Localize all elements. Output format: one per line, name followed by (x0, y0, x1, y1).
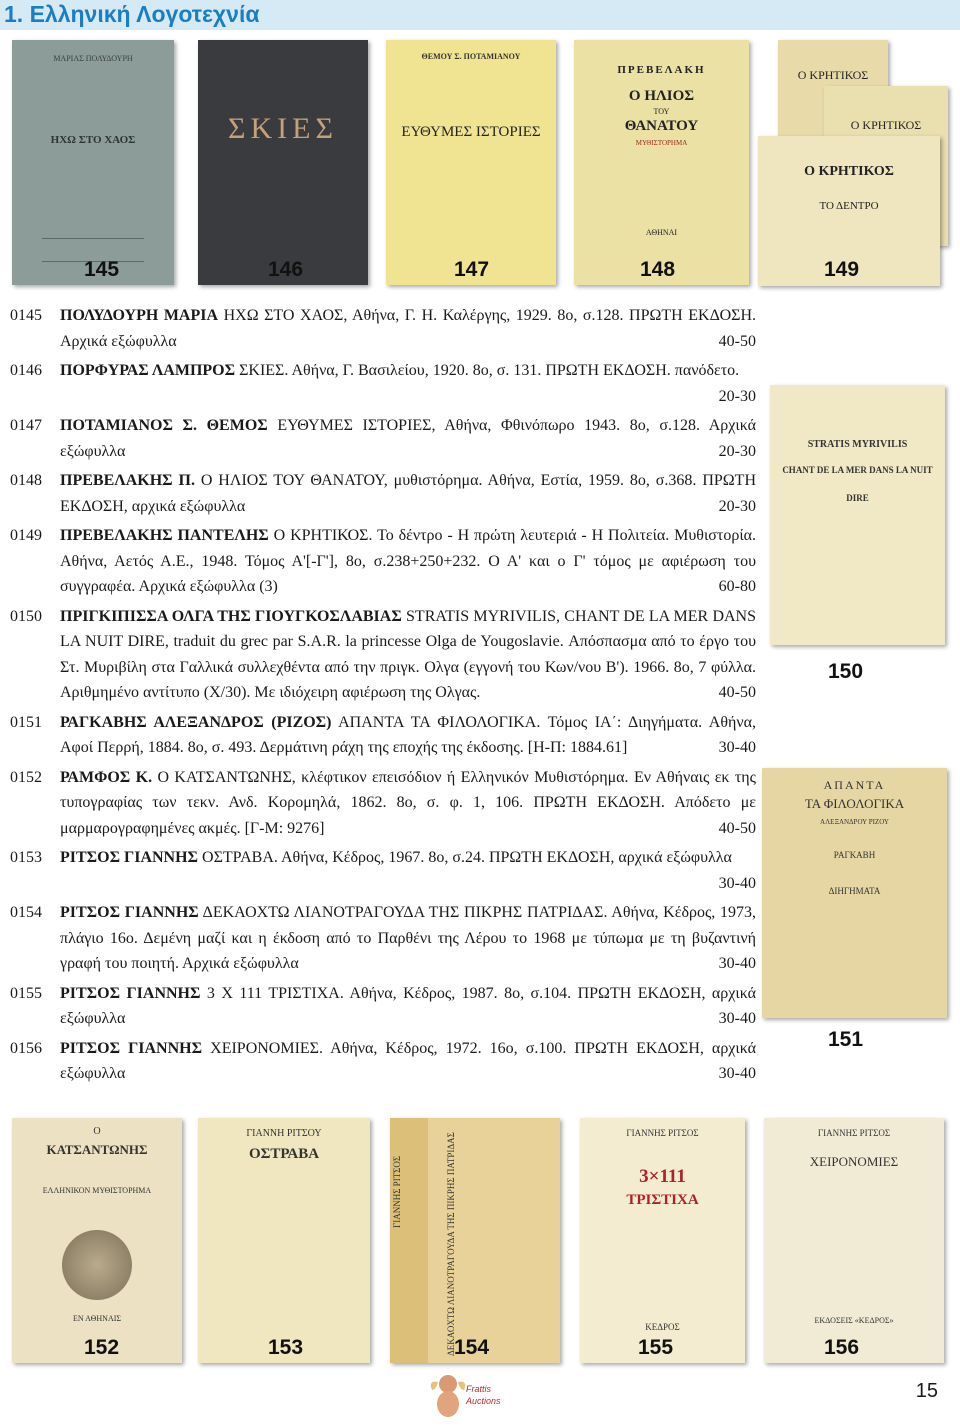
cover-151 (762, 768, 947, 1018)
lot-number-149: 149 (824, 258, 860, 281)
cover-146 (198, 40, 368, 285)
entry-author: ΡΑΓΚΑΒΗΣ ΑΛΕΞΑΝΔΡΟΣ (ΡΙΖΟΣ) (60, 713, 332, 731)
lot-entry (10, 358, 756, 409)
frattis-logo (428, 1372, 518, 1422)
entry-author: ΠΟΡΦΥΡΑΣ ΛΑΜΠΡΟΣ (60, 362, 236, 379)
lot-entry (10, 523, 756, 600)
lot-entry (10, 845, 756, 896)
lot-number-146: 146 (268, 258, 304, 281)
cover-title-line2: ΤΟΥ (653, 107, 670, 116)
entry-author: ΡΙΤΣΟΣ ΓΙΑΝΝΗΣ (60, 849, 199, 866)
ornament-icon (62, 1230, 132, 1300)
cover-line1: STRATIS MYRIVILIS (807, 439, 908, 450)
entry-price: 20-30 (718, 387, 756, 405)
lot-number-152: 152 (84, 1336, 120, 1359)
cover-title: ΧΕΙΡΟΝΟΜΙΕΣ (809, 1154, 899, 1169)
entry-author: ΡΙΤΣΟΣ ΓΙΑΝΝΗΣ (60, 1039, 203, 1057)
lot-number-148: 148 (640, 258, 676, 281)
entry-price: 30-40 (718, 1065, 756, 1082)
cover-publisher: ΚΕΔΡΟΣ (645, 1322, 680, 1332)
cover-148 (574, 40, 749, 285)
lot-id: 0152 (10, 768, 42, 786)
cover-line2: CHANT DE LA MER DANS LA NUIT (782, 465, 933, 475)
entry-author: ΡΙΤΣΟΣ ΓΙΑΝΝΗΣ (60, 904, 199, 921)
lot-entry (10, 413, 756, 464)
entry-author: ΡΑΜΦΟΣ Κ. (60, 768, 153, 786)
cover-title: ΔΕΚΑΟΧΤΩ ΛΙΑΝΟΤΡΑΓΟΥΔΑ ΤΗΣ ΠΙΚΡΗΣ ΠΑΤΡΙΔΑΣ (446, 1132, 456, 1356)
entry-text: Ο ΗΛΙΟΣ ΤΟΥ ΘΑΝΑΤΟΥ, μυθιστόρημα. Αθήνα, Εστία, 1959. 8ο, σ.368. ΠΡΩΤΗ ΕΚΔΟΣΗ, αρχικά εξώφυλλα (60, 472, 756, 515)
lot-id: 0151 (10, 713, 42, 731)
page-title: 1. Ελληνική Λογοτεχνία (4, 1, 260, 27)
lot-id: 0148 (10, 472, 42, 489)
cover-author: ΜΑΡΙΑΣ ΠΟΛΥΔΟΥΡΗ (53, 54, 133, 63)
lot-number-153: 153 (268, 1336, 304, 1359)
cover-147 (386, 40, 556, 285)
cover-155 (580, 1118, 745, 1363)
lot-entry (10, 1036, 756, 1087)
cover-author: ΓΙΑΝΝΗΣ ΡΙΤΣΟΣ (817, 1128, 891, 1138)
lot-id: 0154 (10, 904, 42, 921)
cover-place: ΕΝ ΑΘΗΝΑΙΣ (72, 1314, 122, 1323)
entry-text: ΕΥΘΥΜΕΣ ΙΣΤΟΡΙΕΣ, Αθήνα, Φθινόπωρο 1943. 8ο, σ.128. Αρχικά εξώφυλλα (60, 417, 756, 460)
cover-author: ΘΕΜΟΥ Σ. ΠΟΤΑΜΙΑΝΟΥ (421, 52, 521, 61)
cover-150 (770, 385, 945, 645)
entry-text: ΣΚΙΕΣ. Αθήνα, Γ. Βασιλείου, 1920. 8ο, σ. 131. ΠΡΩΤΗ ΕΚΔΟΣΗ. πανόδετο. (235, 362, 740, 379)
lot-entry (10, 765, 756, 842)
cover-line1: ΑΠΑΝΤΑ (823, 778, 886, 792)
lot-entry (10, 303, 756, 354)
lot-id: 0147 (10, 417, 42, 434)
lot-number-145: 145 (84, 258, 120, 281)
entry-text: ΔΕΚΑΟΧΤΩ ΛΙΑΝΟΤΡΑΓΟΥΔΑ ΤΗΣ ΠΙΚΡΗΣ ΠΑΤΡΙΔΑΣ. Αθήνα, Κέδρος, 1973, πλάγιο 16ο. Δεμένη μαζί και η έκδοση από το Παρθένι της Λέρου το 1968 με τύπωμα με τη βυζαντινή γραφή του ποιητή. Αρχικά εξώφυλλα (60, 904, 757, 972)
entry-price: 30-40 (718, 955, 756, 972)
cover-152 (12, 1118, 182, 1363)
cover-153 (198, 1118, 370, 1363)
page-number: 15 (915, 1380, 938, 1402)
lot-number-154: 154 (454, 1336, 490, 1359)
cover-line2: ΚΑΤΣΑΝΤΩΝΗΣ (46, 1142, 148, 1157)
cover-spine-text: ΓΙΑΝΝΗΣ ΡΙΤΣΟΣ (392, 1155, 402, 1228)
lot-entry (10, 468, 756, 519)
entry-author: ΠΡΙΓΚΙΠΙΣΣΑ ΟΛΓΑ ΤΗΣ ΓΙΟΥΓΚΟΣΛΑΒΙΑΣ (60, 607, 402, 625)
entry-price: 20-30 (718, 497, 756, 515)
lot-number-155: 155 (638, 1336, 674, 1359)
lot-id: 0155 (10, 984, 42, 1002)
entry-text: ΑΠΑΝΤΑ ΤΑ ΦΙΛΟΛΟΓΙΚΑ. Τόμος ΙΑ΄: Διηγήματα. Αθήνα, Αφοί Περρή, 1884. 8ο, σ. 493. Δερμάτινη ράχη της εποχής της έκδοσης. [Η-Π: 1884.61] (60, 713, 757, 756)
lot-id: 0156 (10, 1039, 42, 1057)
lot-entry (10, 604, 756, 706)
cherub-icon (428, 1372, 468, 1420)
entry-price: 40-50 (718, 819, 756, 837)
lot-number-156: 156 (824, 1336, 860, 1359)
cover-line4: ΡΑΓΚΑΒΗ (833, 850, 876, 860)
cover-145 (12, 40, 174, 285)
entry-text: ΟΣΤΡΑΒΑ. Αθήνα, Κέδρος, 1967. 8ο, σ.24. ΠΡΩΤΗ ΕΚΔΟΣΗ, αρχικά εξώφυλλα (198, 849, 732, 866)
lot-id: 0146 (10, 362, 42, 379)
lot-id: 0145 (10, 307, 42, 324)
lot-id: 0150 (10, 607, 42, 625)
entry-price: 20-30 (718, 442, 756, 460)
cover-title: 3×111 (639, 1166, 686, 1187)
lot-number-150: 150 (828, 660, 864, 683)
cover-line2: ΤΑ ΦΙΛΟΛΟΓΙΚΑ (804, 796, 905, 811)
cover-154 (390, 1118, 560, 1363)
lot-entry (10, 710, 756, 761)
cover-author: ΓΙΑΝΝΗ ΡΙΤΣΟΥ (246, 1128, 322, 1139)
entry-text: Ο ΚΡΗΤΙΚΟΣ. Το δέντρο - Η πρώτη λευτεριά - Η Πολιτεία. Μυθιστορία. Αθήνα, Αετός Α.Ε., 1948. Τόμος Α'[-Γ'], 8ο, σ.238+250+232. Ο Α' και ο Γ' τόμος με αφιέρωση του συγγραφέα. Αρχικά εξώφυλλα (3) (60, 527, 757, 595)
cover-title: ΟΣΤΡΑΒΑ (248, 1146, 320, 1162)
entry-author: ΠΟΤΑΜΙΑΝΟΣ Σ. ΘΕΜΟΣ (60, 417, 268, 434)
lot-id: 0153 (10, 849, 42, 866)
lot-entry (10, 981, 756, 1032)
logo-line1: Frattis (466, 1384, 492, 1394)
entry-text: 3 Χ 111 ΤΡΙΣΤΙΧΑ. Αθήνα, Κέδρος, 1987. 8ο, σ.104. ΠΡΩΤΗ ΕΚΔΟΣΗ, αρχικά εξώφυλλα (60, 984, 756, 1027)
entry-text: ΗΧΩ ΣΤΟ ΧΑΟΣ, Αθήνα, Γ. Η. Καλέργης, 1929. 8ο, σ.128. ΠΡΩΤΗ ΕΚΔΟΣΗ. Αρχικά εξώφυλλα (60, 307, 757, 350)
cover-author: ΠΡΕΒΕΛΑΚΗ (617, 64, 706, 76)
logo-line2: Auctions (466, 1396, 501, 1406)
lot-id: 0149 (10, 527, 42, 544)
cover-title-line3: ΘΑΝΑΤΟΥ (624, 118, 699, 134)
entry-author: ΠΡΕΒΕΛΑΚΗΣ ΠΑΝΤΕΛΗΣ (60, 527, 269, 544)
cover-line3: ΕΛΛΗΝΙΚΟΝ ΜΥΘΙΣΤΟΡΗΜΑ (42, 1186, 152, 1195)
cover-line5: ΔΙΗΓΗΜΑΤΑ (828, 886, 881, 896)
entry-author: ΠΟΛΥΔΟΥΡΗ ΜΑΡΙΑ (60, 307, 219, 324)
cover-line3: ΑΛΕΞΑΝΔΡΟΥ ΡΙΖΟΥ (820, 818, 889, 826)
cover-line3: DIRE (846, 493, 869, 503)
entry-price: 60-80 (718, 578, 756, 595)
entry-author: ΠΡΕΒΕΛΑΚΗΣ Π. (60, 472, 195, 489)
entry-price: 30-40 (718, 874, 756, 892)
cover-title: Ο ΚΡΗΤΙΚΟΣ (850, 118, 922, 132)
cover-subtitle: ΤΟ ΔΕΝΤΡΟ (819, 200, 879, 212)
entry-text: Ο ΚΑΤΣΑΝΤΩΝΗΣ, κλέφτικον επεισόδιον ή Ελληνικόν Μυθιστόρημα. Εν Αθήναις εκ της τυπογραφίας των τεκν. Ανδ. Κορομηλά, 1862. 8ο, σ. φ. 1, 106. ΠΡΩΤΗ ΕΚΔΟΣΗ. Απόδετο με μαρμαρογραφημένες ακμές. [Γ-Μ: 9276] (60, 768, 756, 837)
entry-price: 40-50 (718, 684, 756, 701)
entry-text: ΧΕΙΡΟΝΟΜΙΕΣ. Αθήνα, Κέδρος, 1972. 16ο, σ.100. ΠΡΩΤΗ ΕΚΔΟΣΗ, αρχικά εξώφυλλα (60, 1039, 757, 1082)
cover-156 (764, 1118, 944, 1363)
cover-title-line1: Ο ΗΛΙΟΣ (628, 88, 695, 104)
lot-number-147: 147 (454, 258, 490, 281)
lot-number-151: 151 (828, 1028, 864, 1051)
cover-title: Ο ΚΡΗΤΙΚΟΣ (797, 68, 869, 82)
lot-entry (10, 900, 756, 977)
entry-text: STRATIS MYRIVILIS, CHANT DE LA MER DANS LA NUIT DIRE, traduit du grec par S.A.R. la princesse Olga de Yougoslavie. Απόσπασμα από το έργο του Στ. Μυριβίλη στα Γαλλικά συλλεχθέντα από την πριγκ. Ολγα (εγγονή του Κων/νου Β'). 1966. 8ο, 7 φύλλα. Αριθμημένο αντίτυπο (Χ/30). Με ιδιόχειρη αφιέρωση της Ολγας. (60, 607, 756, 701)
cover-title: ΕΥΘΥΜΕΣ ΙΣΤΟΡΙΕΣ (401, 124, 541, 140)
lot-list (10, 303, 756, 1091)
cover-publisher: ΕΚΔΟΣΕΙΣ «ΚΕΔΡΟΣ» (814, 1316, 894, 1325)
entry-price: 40-50 (718, 332, 756, 350)
entry-price: 30-40 (718, 1010, 756, 1027)
entry-price: 30-40 (718, 739, 756, 756)
cover-subtitle: ΤΡΙΣΤΙΧΑ (626, 1192, 699, 1208)
cover-title: ΗΧΩ ΣΤΟ ΧΑΟΣ (50, 134, 136, 146)
cover-line1: Ο (93, 1126, 101, 1137)
cover-author: ΓΙΑΝΝΗΣ ΡΙΤΣΟΣ (626, 1128, 699, 1138)
cover-title: Ο ΚΡΗΤΙΚΟΣ (804, 164, 894, 179)
cover-title: ΣΚΙΕΣ (228, 112, 338, 145)
entry-author: ΡΙΤΣΟΣ ΓΙΑΝΝΗΣ (60, 984, 201, 1002)
cover-subtitle: ΜΥΘΙΣΤΟΡΗΜΑ (635, 139, 688, 147)
cover-place: ΑΘΗΝΑΙ (645, 228, 678, 237)
